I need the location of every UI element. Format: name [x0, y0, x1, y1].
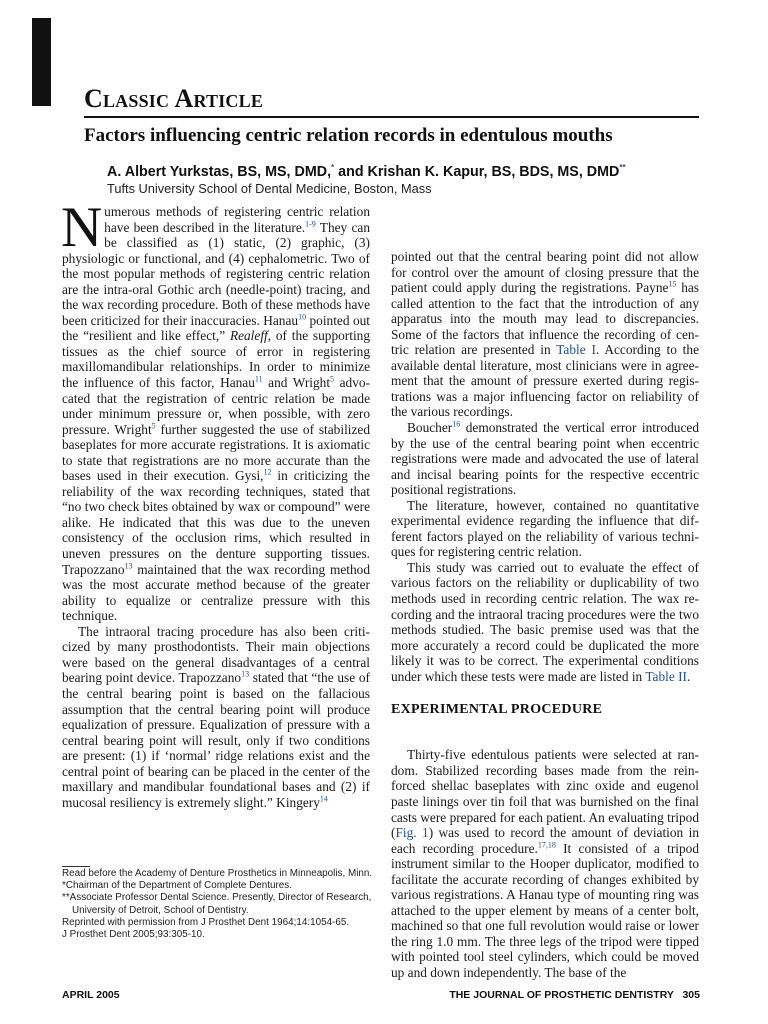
right-paragraph-3: The literature, however, contained no quantitative experimental evidence regarding the influence that different factors played on the reliability of various techniques for registering centric relation.: [391, 497, 699, 560]
footnote-reprint: Reprinted with permission from J Prosthet Dent 1964;14:1054-65.: [62, 916, 350, 928]
footnote-rule: [62, 866, 90, 867]
title-rule: [84, 116, 699, 118]
left-paragraph-1: Numerous methods of registering centric relation have been described in the literature.$^{1-9}$ They can be classified as (1) static, (2) graphic, (3) physiologic or functional, and (4) cephalometric. Two of the most popular methods of registering centric relation are the intra-oral Gothic arch (needle-point) tracing, and the wax recording procedure. Both of these methods have been criticized for their inaccuracies. Hanau$^{10}$ pointed out the “resilient and like effect,” Realeff, of the supporting tissues as the chief source of error in registering maxillomandibular relationships. In order to minimize the influence of this factor, Hanau$^{11}$ and Wright$^5$ advocated that the registration of centric relation be made under minimum pressure or, when possible, with zero pressure. Wright$^5$ further suggested the use of stabilized baseplates for more accurate registrations. It is axiomatic to state that registrations are no more accurate than the bases used in their execution. Gysi,$^{12}$ in criticizing the reliability of the wax recording techniques, stated that “no two check bites obtained by wax or compound” were alike. He indicated that this was due to the uneven consistency of the occlusion rims, which resulted in uneven pressures on the denture supporting tissues. Trapozzano$^{13}$ maintained that the wax recording method was the most accurate method because of the greater ability to equalize or centralize pressure with this technique.: [61, 196, 371, 624]
left-column: [61, 196, 371, 810]
table-2-link[interactable]: Table II: [645, 668, 687, 684]
right-paragraph-4: This study was carried out to evaluate the effect of various factors on the reliability or duplicability of two methods used in recording centric relation. The wax recording and the intraoral tracing procedures were the two methods studied. The basic premise used was that the more accurately a record could be duplicated the more likely it was to be correct. The experimental conditions under which these tests were made are listed in Table II.: [391, 559, 699, 684]
table-1-link[interactable]: Table I: [556, 342, 596, 358]
left-paragraph-2: The intraoral tracing procedure has also been criticized by many prosthodontists. Their main objections were based on the general disadvantages of a central bearing point device. Trapozzano$^{13}$ stated that “the use of the central bearing point is based on the fallacious assumption that the central bearing point will produce equalization of pressure. Equalization of pressure with a central bearing point will result, only if two conditions are present: (1) if ‘normal’ ridge relations exist and the central point of bearing can be placed in the center of the maxillary and mandibular foundational bases and (2) if mucosal resiliency is extremely slight.” Kingery$^{14}$: [62, 623, 370, 810]
section-marker-bar: [32, 18, 51, 106]
footnote-chairman: *Chairman of the Department of Complete Dentures.: [62, 880, 292, 892]
section-heading-experimental-procedure: EXPERIMENTAL PROCEDURE: [391, 702, 603, 717]
footnote-citation: J Prosthet Dent 2005;93:305-10.: [62, 929, 205, 941]
right-paragraph-5: Thirty-five edentulous patients were selected at random. Stabilized recording bases made from the reinforced shellac baseplates with zinc oxide and eugenol paste linings over tin foil that was burnished on the final casts were prepared for each patient. An evaluating tripod (Fig. 1) was used to record the amount of deviation in each recording procedure.$^{17,18}$ It consisted of a tripod instrument similar to the Hooper duplicator, modified to facilitate the accurate recording of changes exhibited by various registrations. A Hanau type of mounting ring was attached to the upper element by means of a center bolt, machined so that one full revolution would raise or lower the ring 1.0 mm. The three legs of the tripod were tipped with pointed tool steel cylinders, which could be moved up and down independently. The base of the: [391, 747, 699, 980]
footnotes: [62, 868, 374, 941]
figure-1-link[interactable]: Fig. 1: [395, 825, 429, 841]
right-paragraph-2: Boucher$^{16}$ demonstrated the vertical error introduced by the use of the central bearing point when eccentric registrations were made and advocated the use of lateral and incisal bearing points for the respective eccentric positional registrations.: [391, 419, 699, 498]
right-paragraph-1: pointed out that the central bearing point did not allow for control over the amount of closing pressure that the patient could apply during the registrations. Payne$^{15}$ has called attention to the fact that the introduction of any apparatus into the mouth may lead to discrepancies. Some of the factors that influence the recording of centric relation are presented in Table I. According to the available dental literature, most clinicians were in agreement that the amount of pressure exerted during registrations was a major influencing factor on reliability of the various recordings.: [391, 249, 700, 420]
right-column: [391, 249, 699, 981]
footer-journal-page: THE JOURNAL OF PROSTHETIC DENTISTRY 305: [449, 989, 700, 1001]
dropcap: N: [61, 196, 103, 259]
article-title: Factors influencing centric relation records in edentulous mouths: [84, 125, 613, 146]
section-label: Classic Article: [84, 84, 264, 113]
footnote-read-before: Read before the Academy of Denture Prosthetics in Minneapolis, Minn.: [62, 868, 373, 879]
affiliation: Tufts University School of Dental Medicine, Boston, Mass: [107, 181, 432, 196]
footnote-associate-professor: **Associate Professor Dental Science. Presently, Director of Research, University of Detroit, School of Dentistry.: [62, 892, 372, 916]
authors: A. Albert Yurkstas, BS, MS, DMD,* and Krishan K. Kapur, BS, BDS, MS, DMD**: [107, 163, 626, 180]
footer-date: APRIL 2005: [62, 989, 120, 1001]
